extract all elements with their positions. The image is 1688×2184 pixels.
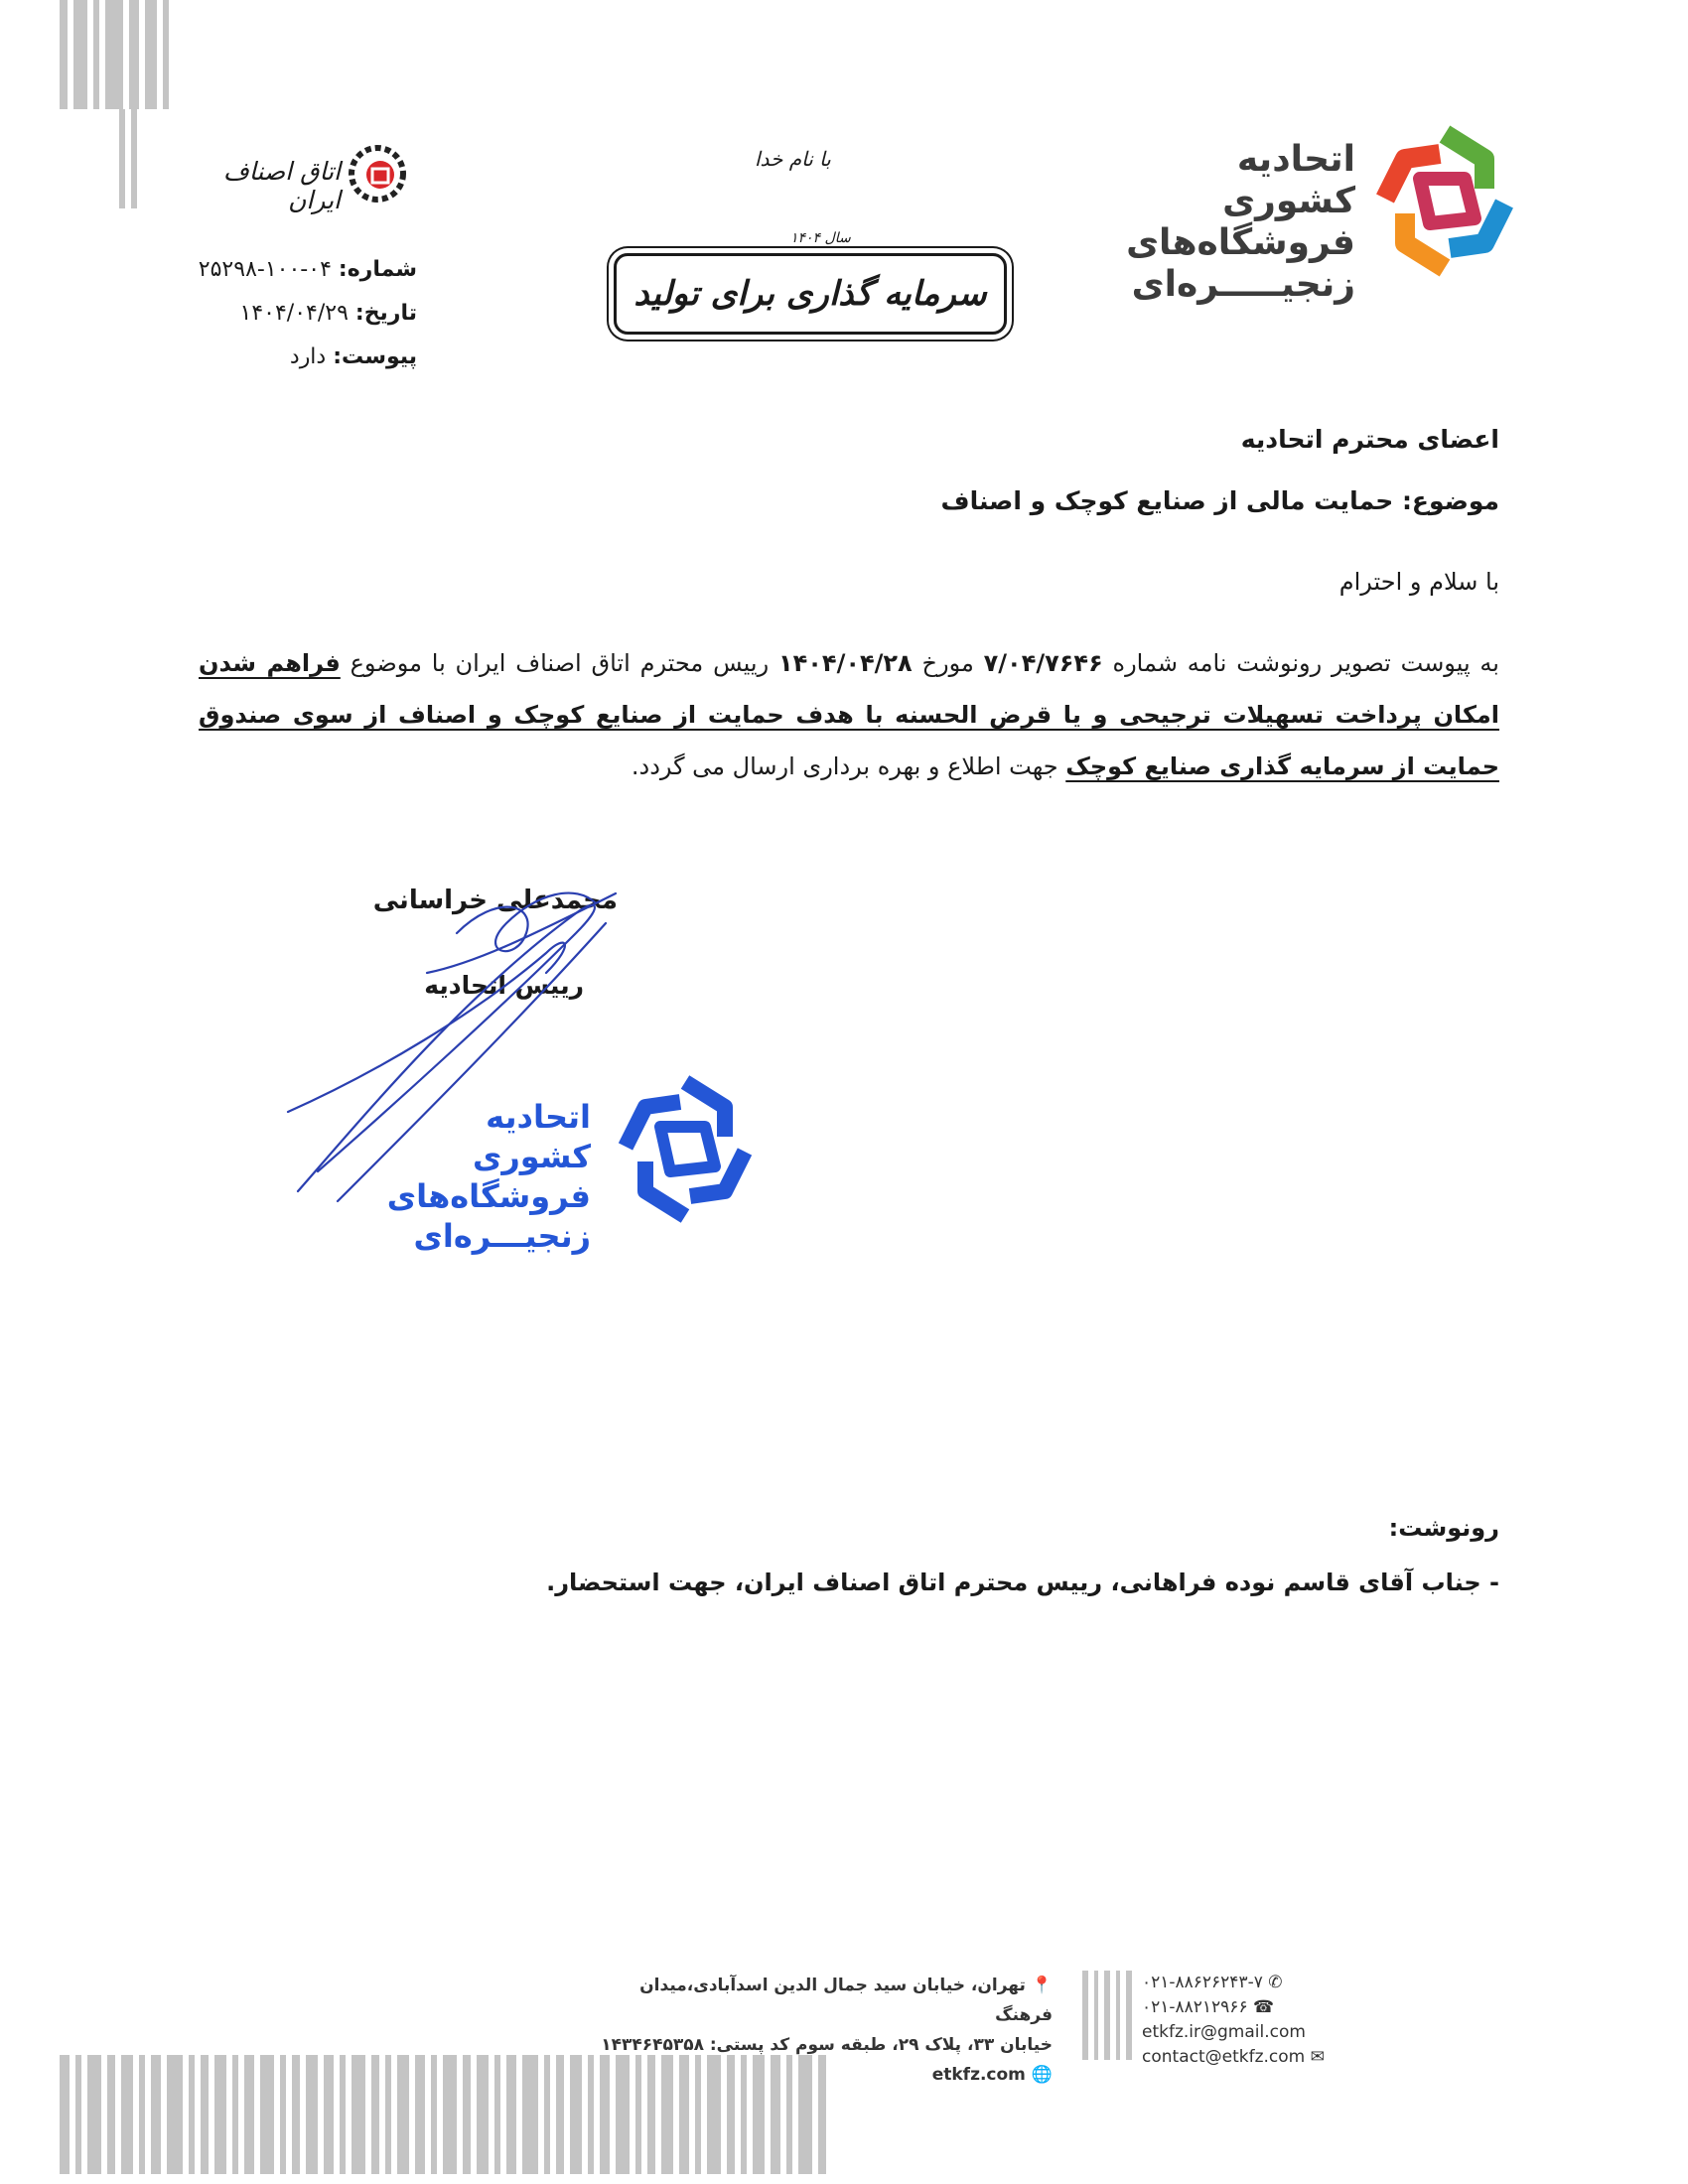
aip-logo-text: اتاق اصناف ایران (222, 157, 341, 214)
barcode-stripe (87, 2055, 101, 2174)
stamp-logo-icon (606, 1067, 765, 1231)
barcode-stripe (260, 2055, 274, 2174)
cc-item: - جناب آقای قاسم نوده فراهانی، رییس محترم اتاق اصناف ایران، جهت استحضار. (546, 1569, 1499, 1596)
location-pin-icon: 📍 (1031, 1976, 1053, 1995)
barcode-stripe (371, 2055, 379, 2174)
address-line-2: خیابان ۳۳، پلاک ۲۹، طبقه سوم کد پستی: ۱۴۳۴۶۴۵۳۵۸ (601, 2035, 1053, 2055)
barcode-stripe (506, 2055, 516, 2174)
attachment-label: پیوست: (333, 344, 417, 369)
letter-number-row (149, 248, 417, 292)
barcode-stripe (1094, 1971, 1098, 2060)
barcode-stripe (60, 0, 68, 109)
address-line-1 (596, 1971, 1053, 2030)
barcode-stripe (522, 2055, 538, 2174)
body-paragraph (199, 637, 1499, 792)
brand-logo-icon (1365, 119, 1524, 283)
barcode-stripe (129, 0, 139, 109)
recipient: اعضای محترم اتحادیه (1240, 425, 1499, 454)
attachment-value: دارد (289, 344, 327, 369)
aip-logo-icon (343, 139, 412, 208)
barcode-stripe (119, 109, 125, 208)
barcode-stripe (232, 2055, 238, 2174)
brand-line-3: زنجیـــــره‌ای (1131, 264, 1355, 305)
letter-attachment-row (149, 336, 417, 379)
barcode-stripe (107, 2055, 115, 2174)
barcode-stripe (201, 2055, 209, 2174)
slogan-text: سرمایه گذاری برای تولید (633, 274, 987, 314)
email-1[interactable]: etkfz.ir@gmail.com (1142, 2022, 1306, 2042)
barcode-stripe (292, 2055, 300, 2174)
barcode-stripe (214, 2055, 226, 2174)
barcode-stripe (415, 2055, 425, 2174)
barcode-stripe (588, 2055, 594, 2174)
body-text-2: مورخ (921, 649, 974, 677)
phone-number: ۰۲۱-۸۸۶۲۶۲۴۳-۷ (1142, 1973, 1263, 1992)
subject-line: موضوع: حمایت مالی از صنایع کوچک و اصناف (940, 486, 1499, 515)
stamp-wordmark (367, 1097, 591, 1256)
fax-row (1142, 1995, 1350, 2020)
barcode-stripe (570, 2055, 582, 2174)
stamp-line-3: زنجیـــره‌ای (413, 1217, 591, 1255)
barcode-stripe (477, 2055, 489, 2174)
barcode-stripe (397, 2055, 409, 2174)
footer-address (596, 1971, 1053, 2090)
brand-line-2: فروشگاه‌های (1126, 222, 1355, 263)
barcode-stripe (244, 2055, 254, 2174)
barcode-stripe (306, 2055, 318, 2174)
barcode-stripe (1082, 1971, 1088, 2060)
barcode-stripe (443, 2055, 457, 2174)
slogan-frame (614, 253, 1007, 335)
barcode-stripe (385, 2055, 391, 2174)
barcode-stripe (463, 2055, 471, 2174)
stamp-line-2: فروشگاه‌های (386, 1177, 591, 1215)
email-2[interactable]: contact@etkfz.com (1142, 2047, 1306, 2067)
address-line-1-text: تهران، خیابان سید جمال الدین اسدآبادی،میدان فرهنگ (639, 1976, 1053, 2025)
fax-icon: ☎ (1252, 1997, 1275, 2017)
email-row-1 (1142, 2020, 1350, 2045)
topic-highlight: فراهم شدن امکان پرداخت تسهیلات ترجیحی و یا قرض الحسنه با هدف حمایت از صنایع کوچک و اصناف از سوی صندوق حمایت از سرمایه گذاری صنایع کوچک (199, 649, 1499, 780)
brand-wordmark (1107, 139, 1355, 306)
barcode-stripe (163, 0, 169, 109)
website-row (596, 2060, 1053, 2090)
barcode-stripe (145, 0, 157, 109)
barcode-stripe (556, 2055, 564, 2174)
cc-title: رونوشت: (1388, 1514, 1499, 1542)
letter-meta (149, 248, 417, 379)
barcode-stripe (324, 2055, 334, 2174)
number-label: شماره: (338, 257, 417, 282)
barcode-stripe (121, 2055, 133, 2174)
mail-icon: ✉ (1310, 2047, 1325, 2067)
letter-date-row (149, 292, 417, 336)
barcode-stripe (340, 2055, 346, 2174)
barcode-stripe (544, 2055, 550, 2174)
reference-number: ۷/۰۴/۷۶۴۶ (983, 649, 1103, 677)
website-link[interactable]: etkfz.com (931, 2065, 1026, 2085)
number-value: ۰۴-۱۰۰-۲۵۲۹۸ (198, 257, 332, 282)
barcode-stripe (93, 0, 99, 109)
stamp-line-1: اتحادیه کشوری (473, 1098, 591, 1175)
barcode-stripe (1116, 1971, 1120, 2060)
barcode-stripe (131, 109, 137, 208)
fax-number: ۰۲۱-۸۸۲۱۲۹۶۶ (1142, 1997, 1248, 2017)
top-barcode-decoration (60, 0, 175, 109)
barcode-stripe (75, 2055, 81, 2174)
footer-contacts (1142, 1971, 1350, 2070)
reference-date: ۱۴۰۴/۰۴/۲۸ (777, 649, 913, 677)
barcode-stripe (1104, 1971, 1110, 2060)
barcode-stripe (151, 2055, 161, 2174)
barcode-stripe (352, 2055, 365, 2174)
brand-line-1: اتحادیه کشوری (1222, 139, 1355, 221)
barcode-stripe (189, 2055, 195, 2174)
barcode-stripe (73, 0, 87, 109)
body-text-3: رییس محترم اتاق اصناف ایران با موضوع (350, 649, 770, 677)
barcode-stripe (494, 2055, 500, 2174)
globe-icon: 🌐 (1031, 2065, 1053, 2085)
greeting: با سلام و احترام (1338, 568, 1499, 596)
barcode-stripe (105, 0, 123, 109)
barcode-stripe (167, 2055, 183, 2174)
barcode-stripe (431, 2055, 437, 2174)
signer-title: رییس اتحادیه (424, 971, 584, 1000)
barcode-stripe (139, 2055, 145, 2174)
date-label: تاریخ: (354, 301, 417, 326)
date-value: ۱۴۰۴/۰۴/۲۹ (239, 301, 349, 326)
top-barcode-decoration-tail (119, 109, 143, 208)
barcode-stripe (1126, 1971, 1132, 2060)
email-row-2 (1142, 2045, 1350, 2070)
phone-icon: ✆ (1268, 1973, 1283, 1992)
barcode-stripe (60, 2055, 70, 2174)
body-text-4: جهت اطلاع و بهره برداری ارسال می گردد. (631, 752, 1058, 780)
phone-row (1142, 1971, 1350, 1995)
footer-separator-decoration (1082, 1971, 1138, 2060)
barcode-stripe (280, 2055, 286, 2174)
signer-name: محمدعلی خراسانی (372, 886, 618, 915)
body-text-1: به پیوست تصویر رونوشت نامه شماره (1112, 649, 1499, 677)
bismillah-text: با نام خدا (755, 147, 831, 171)
slogan-year: سال ۱۴۰۴ (784, 230, 857, 246)
